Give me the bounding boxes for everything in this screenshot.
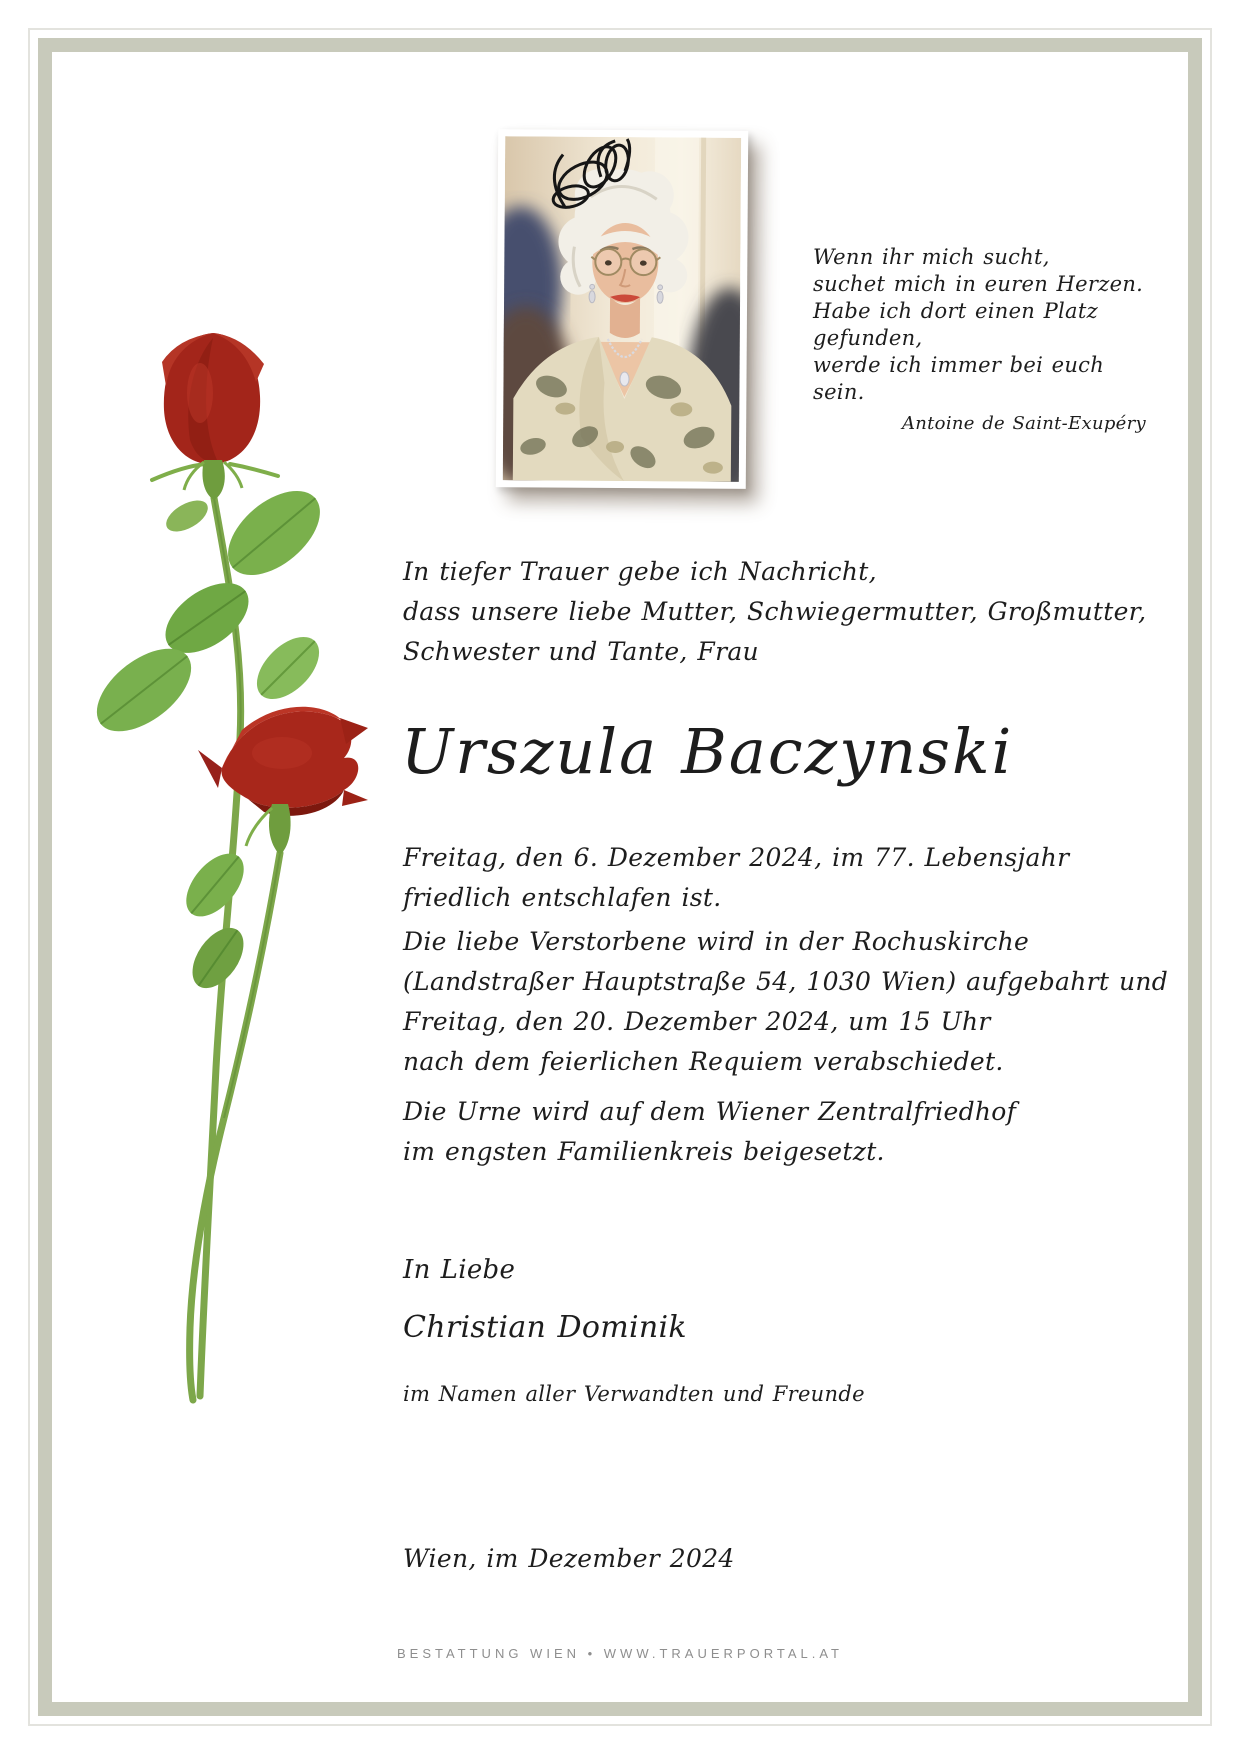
portrait-photo bbox=[496, 129, 748, 489]
mourner-name: Christian Dominik bbox=[403, 1310, 687, 1345]
quote-line: werde ich immer bei euch sein. bbox=[813, 353, 1105, 404]
quote-line: Habe ich dort einen Platz gefunden, bbox=[813, 299, 1098, 350]
portrait-illustration bbox=[503, 136, 741, 482]
quote-line: Wenn ihr mich sucht, bbox=[813, 245, 1050, 269]
service-line: nach dem feierlichen Requiem verabschiedet. bbox=[403, 1047, 1004, 1076]
mourner-subline: im Namen aller Verwandten und Freunde bbox=[403, 1382, 865, 1406]
service-line: Freitag, den 20. Dezember 2024, um 15 Uhr bbox=[403, 1007, 991, 1036]
rose-illustration bbox=[92, 298, 427, 1413]
place-date: Wien, im Dezember 2024 bbox=[403, 1544, 735, 1573]
deceased-name: Urszula Baczynski bbox=[401, 715, 1014, 788]
quote-attribution: Antoine de Saint-Exupéry bbox=[901, 413, 1146, 434]
burial-notice bbox=[403, 1092, 1016, 1172]
death-notice bbox=[403, 838, 1069, 918]
closing-line: In Liebe bbox=[403, 1255, 516, 1285]
burial-line: im engsten Familienkreis beigesetzt. bbox=[403, 1137, 885, 1166]
death-line: friedlich entschlafen ist. bbox=[403, 883, 722, 912]
quote-line: suchet mich in euren Herzen. bbox=[813, 272, 1144, 296]
rose-bud-upper bbox=[152, 333, 278, 500]
announcement-intro bbox=[403, 552, 1146, 672]
service-line: Die liebe Verstorbene wird in der Rochuskirche bbox=[403, 927, 1030, 956]
death-line: Freitag, den 6. Dezember 2024, im 77. Lebensjahr bbox=[403, 843, 1070, 872]
intro-line: dass unsere liebe Mutter, Schwiegermutter, Großmutter, bbox=[403, 597, 1147, 626]
service-line: (Landstraßer Hauptstraße 54, 1030 Wien) aufgebahrt und bbox=[403, 967, 1169, 996]
service-notice bbox=[403, 922, 1168, 1082]
intro-line: In tiefer Trauer gebe ich Nachricht, bbox=[403, 557, 877, 586]
burial-line: Die Urne wird auf dem Wiener Zentralfriedhof bbox=[403, 1097, 1017, 1126]
intro-line: Schwester und Tante, Frau bbox=[403, 637, 759, 666]
memorial-quote bbox=[813, 244, 1148, 437]
rose-bloom-lower bbox=[198, 707, 368, 855]
footer-publisher: BESTATTUNG WIEN • WWW.TRAUERPORTAL.AT bbox=[396, 1646, 844, 1661]
